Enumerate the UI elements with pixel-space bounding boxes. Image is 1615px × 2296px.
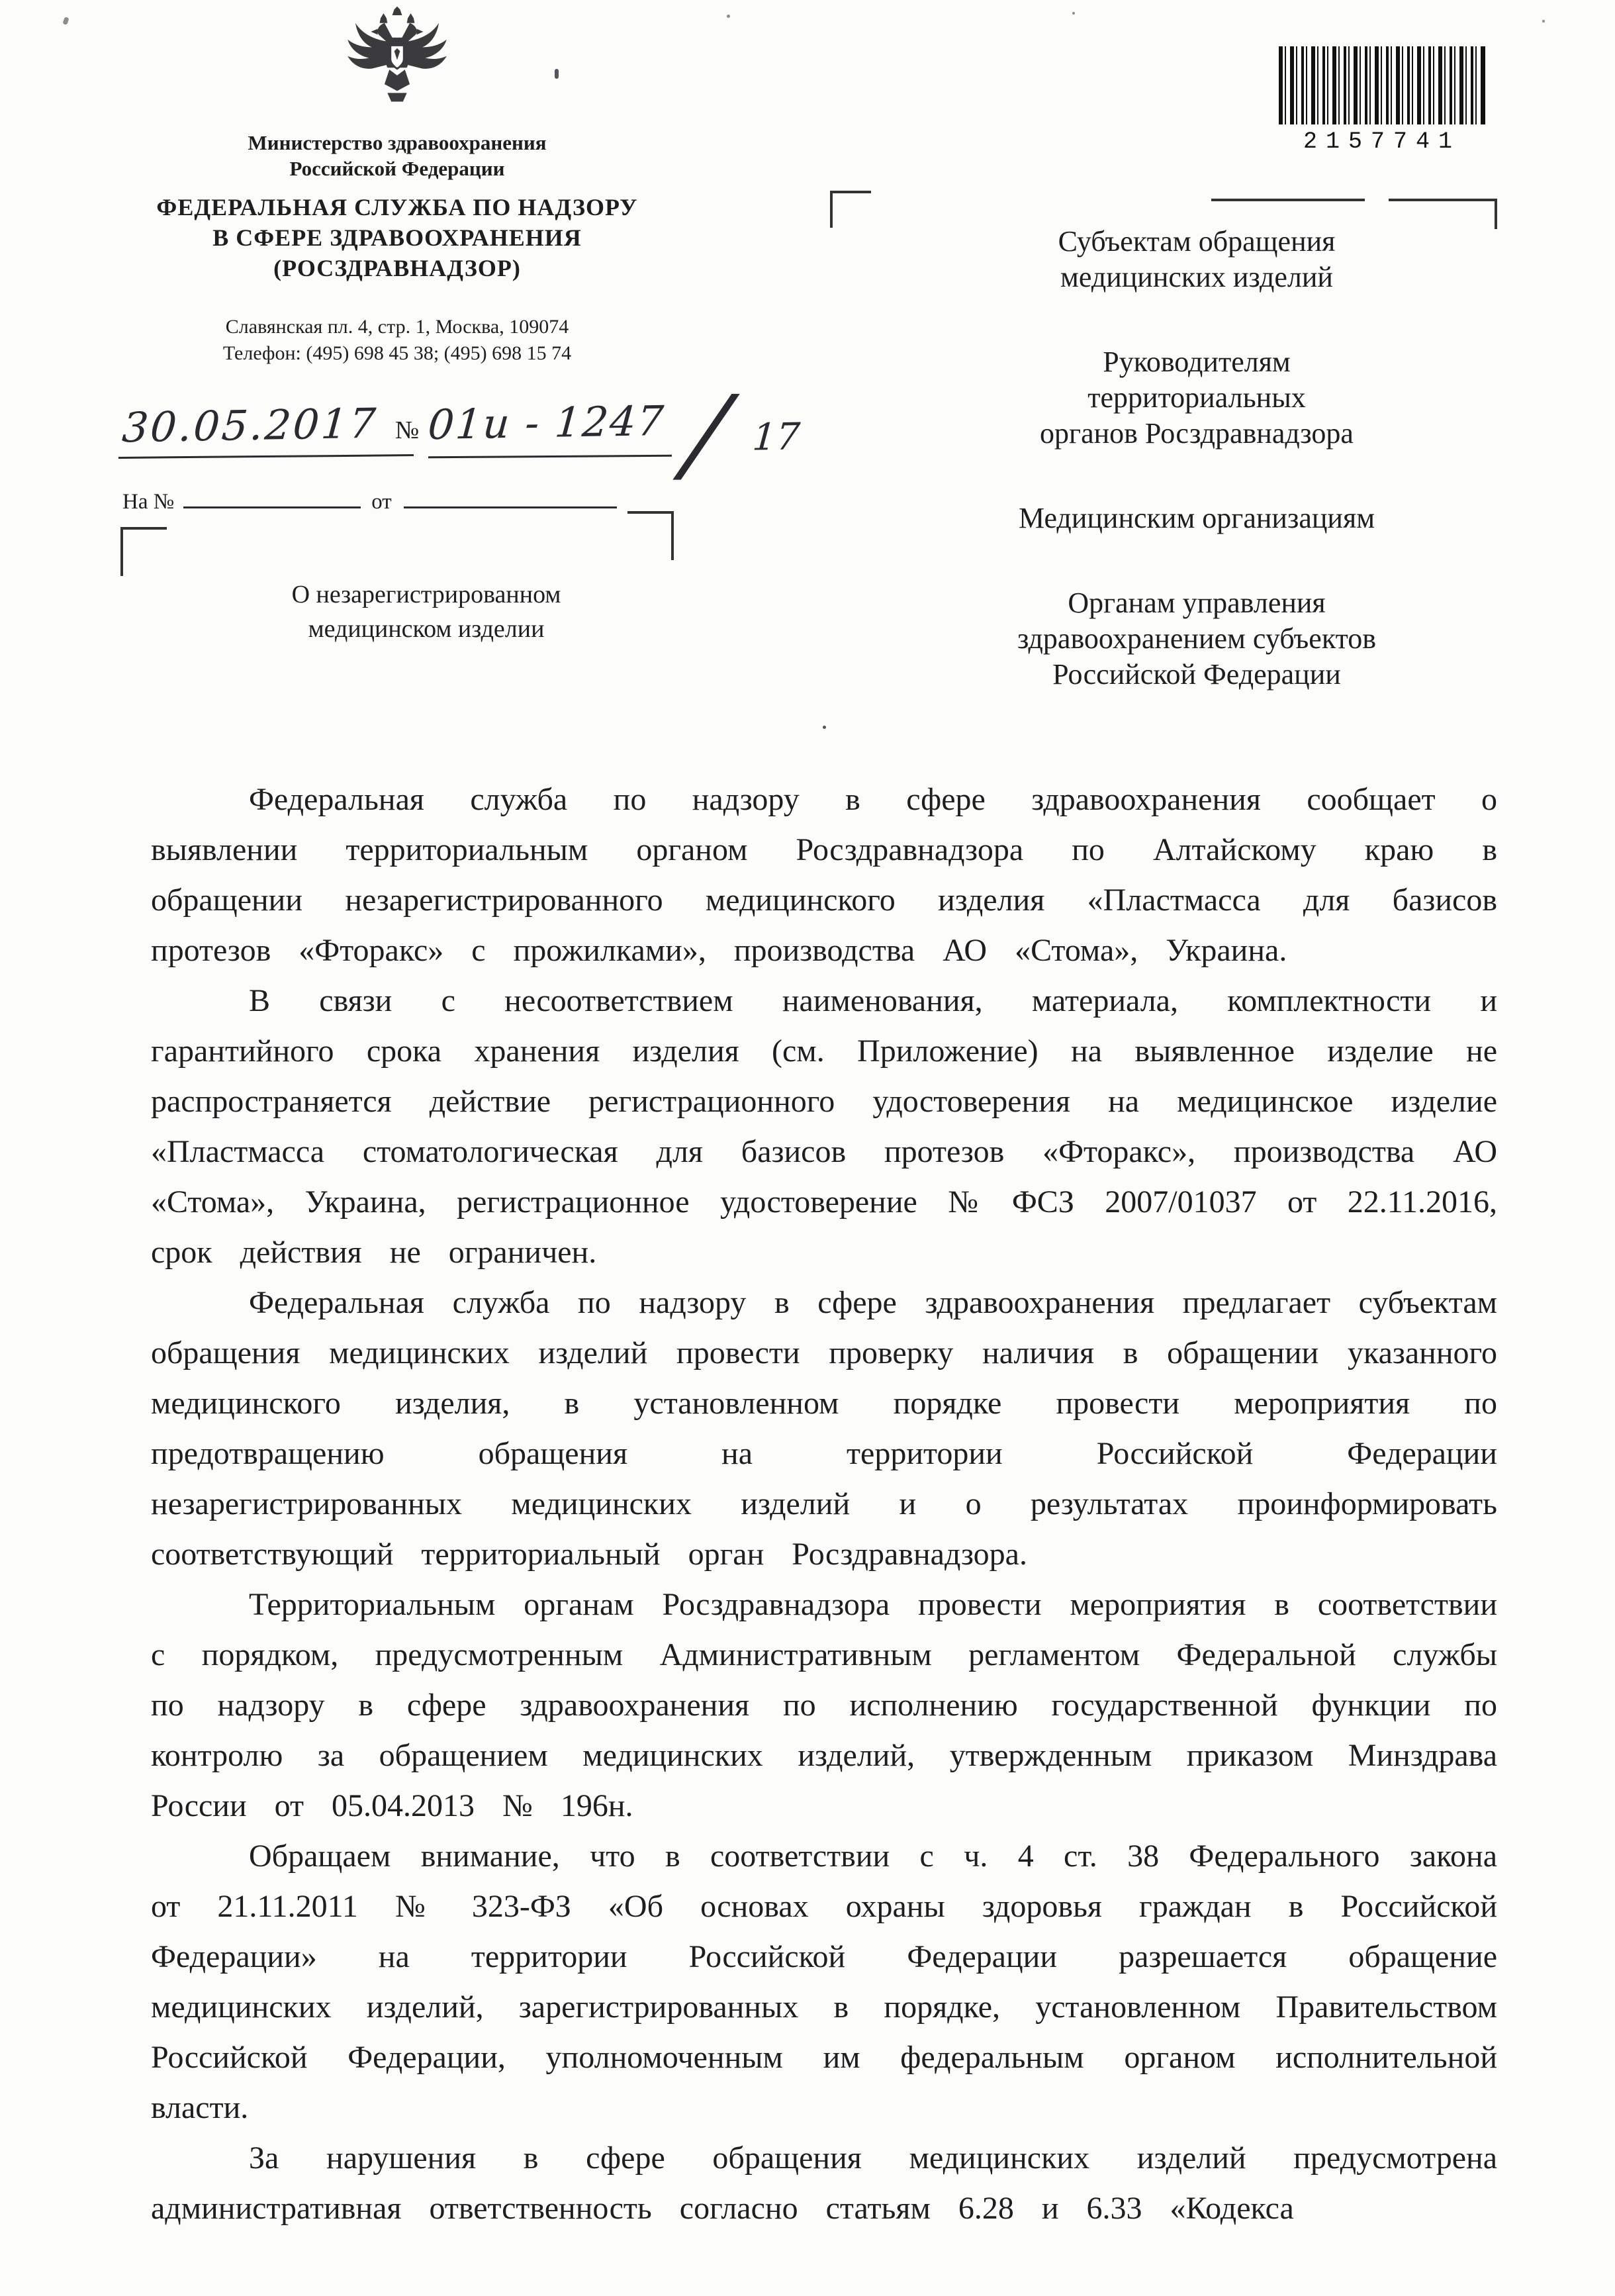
- recipient-line: Субъектам обращения: [1058, 225, 1336, 258]
- scan-speck: [823, 726, 826, 729]
- barcode-bars: [1279, 46, 1485, 124]
- scan-speck: [1072, 12, 1075, 15]
- subject-corner-mark-right: [627, 511, 674, 560]
- address-corner-mark-left: [830, 191, 871, 228]
- barcode: [1279, 46, 1485, 155]
- subject-line: О незарегистрированном: [291, 581, 561, 608]
- slash-stroke: /: [678, 373, 735, 495]
- blank-line: [404, 490, 617, 508]
- ministry-name-line: Министерство здравоохранения: [248, 131, 547, 154]
- outgoing-number-handwritten: 01и - 1247: [426, 396, 667, 450]
- body-paragraph: В связи с несоответствием наименования, материала, комплектности и гарантийного срока хранения изделия (см. Приложение) на выявленное изделие не распространяется действие регистрационного удостоверения на медицинское изделие «Пластмасса стоматологическая для базисов протезов «Фторакс», производства АО «Стома», Украина, регистрационное удостоверение № ФСЗ 2007/01037 от 22.11.2016, срок действия не ограничен.: [151, 983, 1497, 1270]
- date-underline: [118, 454, 414, 459]
- coat-of-arms-icon: [339, 4, 455, 128]
- subject-corner-mark-left: [120, 527, 167, 576]
- reply-reference-row: [122, 490, 617, 514]
- number-underline: [428, 455, 672, 459]
- body-paragraph: За нарушения в сфере обращения медицинских изделий предусмотрена административная ответственность согласно статьям 6.28 и 6.33 «Кодекса: [151, 2140, 1497, 2226]
- recipient-line: органов Росздравнадзора: [1040, 417, 1354, 450]
- body-paragraph: Территориальным органам Росздравнадзора провести мероприятия в соответствии с порядком, предусмотренным Административным регламентом Федеральной службы по надзору в сфере здравоохранения по исполнению государственной функции по контролю за обращением медицинских изделий, утвержденным приказом Минздрава России от 05.04.2013 № 196н.: [151, 1587, 1497, 1823]
- recipient-group: [898, 224, 1496, 295]
- body-paragraph: Обращаем внимание, что в соответствии с ч. 4 ст. 38 Федерального закона от 21.11.2011 № 323-ФЗ «Об основах охраны здоровья граждан в Российской Федерации» на территории Российской Федерации разрешается обращение медицинских изделий, зарегистрированных в порядке, установленном Правительством Российской Федерации, уполномоченным им федеральным органом исполнительной власти.: [151, 1839, 1497, 2125]
- body-paragraph: Федеральная служба по надзору в сфере здравоохранения сообщает о выявлении территориальным органом Росздравнадзора по Алтайскому краю в обращении незарегистрированного медицинского изделия «Пластмасса для базисов протезов «Фторакс» с прожилками», производства АО «Стома», Украина.: [151, 782, 1497, 968]
- agency-phone: Телефон: (495) 698 45 38; (495) 698 15 74: [222, 342, 572, 364]
- scan-speck: [727, 15, 730, 18]
- recipient-group: [898, 344, 1496, 452]
- reply-number-label: На №: [122, 490, 175, 514]
- reply-date-label: от: [371, 490, 392, 514]
- recipient-line: Органам управления: [1068, 587, 1326, 619]
- subject-line: медицинском изделии: [308, 615, 545, 643]
- barcode-number: 2157741: [1303, 128, 1461, 155]
- agency-address: Славянская пл. 4, стр. 1, Москва, 109074: [225, 316, 569, 338]
- recipient-group: [898, 585, 1496, 693]
- recipient-line: Российской Федерации: [1052, 658, 1341, 691]
- recipient-line: Медицинским организациям: [1018, 502, 1375, 534]
- reference-row: [120, 373, 864, 495]
- scan-speck: [62, 17, 69, 25]
- scan-speck: [1542, 20, 1545, 23]
- recipient-line: Руководителям: [1103, 346, 1291, 378]
- recipient-line: территориальных: [1087, 381, 1306, 414]
- outgoing-date-handwritten: 30.05.2017: [120, 399, 379, 452]
- outgoing-year-handwritten: 17: [751, 415, 802, 459]
- agency-name-line: В СФЕРЕ ЗДРАВООХРАНЕНИЯ: [212, 224, 582, 251]
- recipient-line: медицинских изделий: [1060, 261, 1333, 293]
- body-paragraph: Федеральная служба по надзору в сфере здравоохранения предлагает субъектам обращения медицинских изделий провести проверку наличия в обращении указанного медицинского изделия, в установленном порядке провести мероприятия по предотвращению обращения на территории Российской Федерации незарегистрированных медицинских изделий и о результатах проинформировать соответствующий территориальный орган Росздравнадзора.: [151, 1285, 1497, 1572]
- ministry-name: [85, 130, 710, 181]
- blank-line: [183, 490, 361, 508]
- recipient-group: [898, 501, 1496, 536]
- agency-contacts: [85, 314, 710, 367]
- recipient-line: здравоохранением субъектов: [1017, 622, 1377, 655]
- ministry-name-line: Российской Федерации: [289, 157, 505, 180]
- agency-name-line: ФЕДЕРАЛЬНАЯ СЛУЖБА ПО НАДЗОРУ: [156, 194, 638, 220]
- number-sign: №: [395, 416, 420, 444]
- letter-body: [151, 775, 1497, 2234]
- agency-name: [85, 192, 710, 283]
- address-frame-dash: [1211, 199, 1365, 201]
- recipients-block: [898, 224, 1496, 741]
- agency-name-line: (РОСЗДРАВНАДЗОР): [273, 255, 521, 281]
- scan-speck: [555, 69, 559, 79]
- letter-subject: [187, 577, 666, 646]
